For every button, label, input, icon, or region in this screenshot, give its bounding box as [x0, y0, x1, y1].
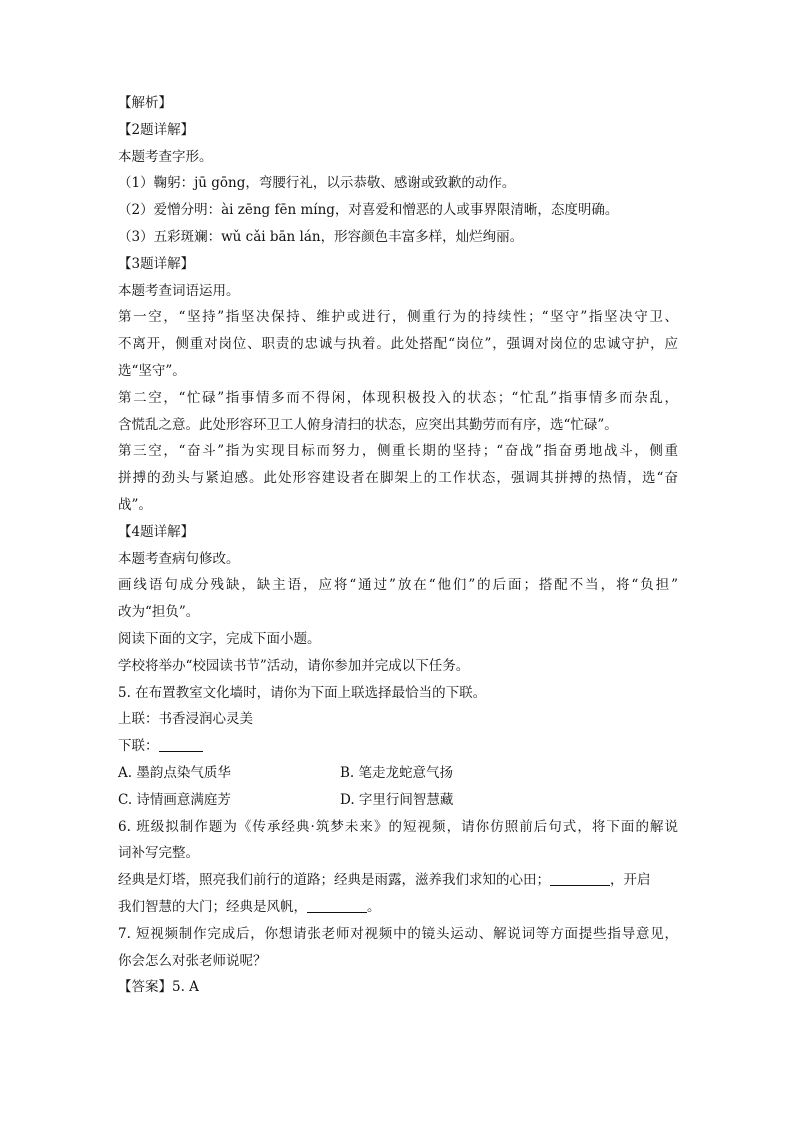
- reading-instruction: 阅读下面的文字，完成下面小题。: [118, 630, 321, 647]
- q7-stem: 7. 短视频制作完成后，你想请张老师对视频中的镜头运动、解说词等方面提些指导意见，: [118, 925, 678, 942]
- q3-line: 第三空，“奋斗”指为实现目标而努力，侧重长期的坚持；“奋战”指奋勇地战斗，侧重: [118, 443, 678, 460]
- q4-header: 【4题详解】: [118, 523, 195, 540]
- q6-stem: 词补写完整。: [118, 845, 199, 862]
- q7-stem: 你会怎么对张老师说呢？: [118, 952, 267, 969]
- q6-text-part: 。: [367, 898, 381, 915]
- q3-line: 选“坚守”。: [118, 362, 186, 379]
- q4-intro: 本题考查病句修改。: [118, 550, 240, 567]
- answer-blank: [307, 898, 367, 913]
- q5-options-row: [118, 787, 678, 814]
- answer-blank: [550, 871, 610, 886]
- q2-header: 【2题详解】: [118, 121, 195, 138]
- q5-upper-couplet: 上联：书香浸润心灵美: [118, 711, 253, 728]
- reading-context: 学校将举办“校园读书节”活动，请你参加并完成以下任务。: [118, 657, 470, 674]
- q6-text-part: ，开启: [610, 872, 651, 889]
- q3-line: 战”。: [118, 496, 152, 513]
- q6-text: [118, 894, 678, 921]
- q6-text-part: 我们智慧的大门；经典是风帆，: [118, 898, 307, 915]
- q2-intro: 本题考查字形。: [118, 148, 213, 165]
- q5-lower-couplet: [118, 733, 678, 760]
- q2-item: （1）鞠躬：jū gōng，弯腰行礼，以示恭敬、感谢或致歉的动作。: [118, 175, 516, 192]
- answer-blank: [159, 737, 203, 752]
- option-a: A. 墨韵点染气质华: [118, 764, 231, 781]
- q3-line: 不离开，侧重对岗位、职责的忠诚与执着。此处搭配“岗位”，强调对岗位的忠诚守护，应: [118, 336, 678, 353]
- q5-stem: 5. 在布置教室文化墙时，请你为下面上联选择最恰当的下联。: [118, 684, 487, 701]
- q3-header: 【3题详解】: [118, 255, 195, 272]
- answer-line: 【答案】5. A: [118, 979, 199, 996]
- q3-line: 第二空，“忙碌”指事情多而不得闲，体现积极投入的状态；“忙乱”指事情多而杂乱，: [118, 389, 678, 406]
- q2-item: （2）爱憎分明：ài zēng fēn míng，对喜爱和憎恶的人或事界限清晰，态度明确。: [118, 202, 619, 219]
- document-content: [118, 90, 678, 1001]
- q4-line: 画线语句成分残缺，缺主语，应将“通过”放在“他们”的后面；搭配不当，将“负担”: [118, 577, 678, 594]
- q5-options-row: [118, 760, 678, 787]
- option-c: C. 诗情画意满庭芳: [118, 791, 231, 808]
- section-header-jiexi: 【解析】: [118, 95, 172, 111]
- q3-line: 含慌乱之意。此处形容环卫工人俯身清扫的状态，应突出其勤劳而有序，选“忙碌”。: [118, 416, 618, 433]
- q6-stem: 6. 班级拟制作题为《传承经典·筑梦未来》的短视频，请你仿照前后句式，将下面的解说: [118, 818, 678, 835]
- option-b: B. 笔走龙蛇意气扬: [340, 764, 454, 781]
- q2-item: （3）五彩斑斓：wǔ cǎi bān lán，形容颜色丰富多样，灿烂绚丽。: [118, 228, 524, 245]
- q3-line: 第一空，“坚持”指坚决保持、维护或进行，侧重行为的持续性；“坚守”指坚决守卫、: [118, 309, 678, 326]
- q3-line: 拼搏的劲头与紧迫感。此处形容建设者在脚架上的工作状态，强调其拼搏的热情，选“奋: [118, 470, 678, 487]
- q3-intro: 本题考查词语运用。: [118, 282, 240, 299]
- q6-text-part: 经典是灯塔，照亮我们前行的道路；经典是雨露，滋养我们求知的心田；: [118, 872, 550, 889]
- q4-line: 改为“担负”。: [118, 604, 200, 621]
- option-d: D. 字里行间智慧藏: [340, 791, 454, 808]
- q5-lower-label: 下联：: [118, 738, 159, 755]
- q6-text: [118, 867, 678, 894]
